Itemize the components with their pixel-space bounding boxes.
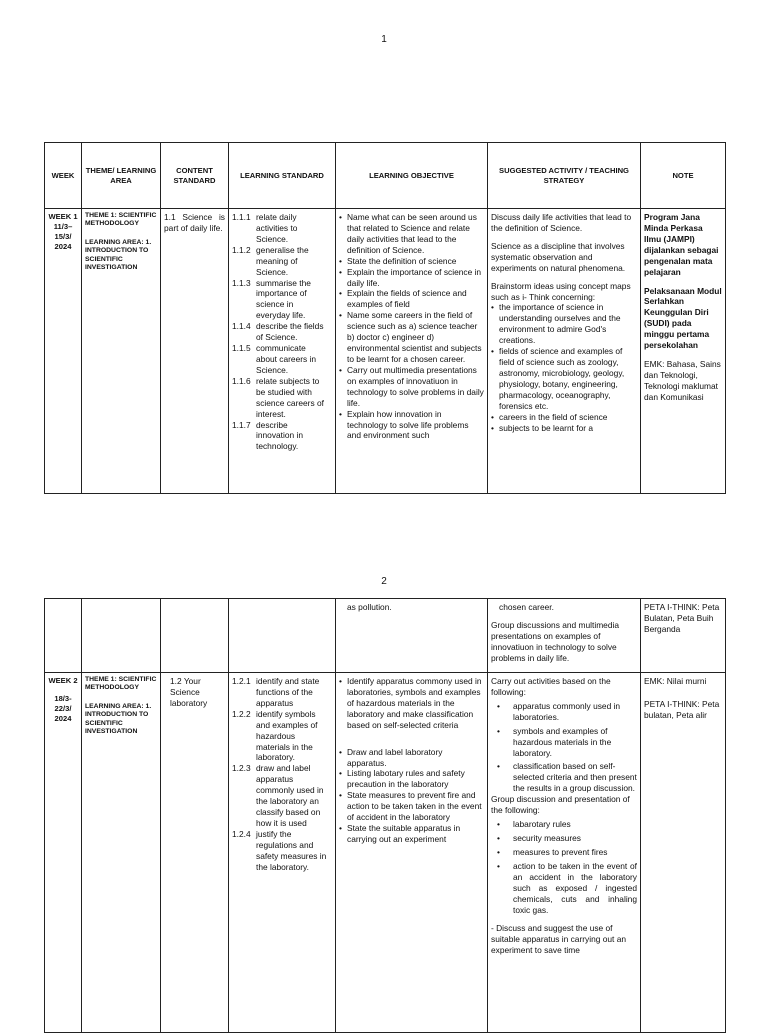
bullet-icon: • xyxy=(339,255,342,266)
lesson-plan-table-page-1 xyxy=(44,142,726,494)
ls-text: describe innovation in technology. xyxy=(256,419,304,452)
activity-text: fields of science and examples of field of science such as zoology, astronomy, microbiology, geology, physiology, botany, engineering, pharmacology, oceanography, forensics etc. xyxy=(499,346,625,411)
note-cell xyxy=(641,599,726,673)
ls-text: summarise the importance of science in everyday life. xyxy=(256,277,311,321)
week-label: WEEK 1 xyxy=(48,212,78,221)
list-item xyxy=(339,676,484,731)
list-item xyxy=(339,790,484,823)
ls-text: draw and label apparatus commonly used in the laboratory an classify based on how it is used xyxy=(256,763,324,828)
bullet-icon: • xyxy=(339,746,342,757)
bullet-icon: • xyxy=(497,761,500,772)
activity-text: classification based on self-selected criteria and then present the results in a group discussion. xyxy=(513,761,637,794)
activity-text: apparatus commonly used in laboratories. xyxy=(513,700,621,722)
lo-text: Identify apparatus commony used in laboratories, symbols and examples of hazardous materials in the laboratory and make classification based on self-selected criteria xyxy=(347,676,482,730)
bullet-icon: • xyxy=(491,302,494,313)
header-learning-objective: LEARNING OBJECTIVE xyxy=(336,143,488,209)
content-standard-cell xyxy=(161,209,229,494)
ls-number: 1.2.4 xyxy=(232,828,251,839)
ls-number: 1.2.1 xyxy=(232,676,251,686)
suggested-activity-cell xyxy=(488,599,641,673)
week-cell xyxy=(45,599,82,673)
lo-text: Carry out multimedia presentations on examples of innovatiuon in technology to solve problems in daily life. xyxy=(347,364,484,408)
list-item xyxy=(232,709,332,764)
content-standard: 1.2 Your Science laboratory xyxy=(170,676,208,708)
page-number: 1 xyxy=(381,34,387,45)
bullet-icon: • xyxy=(497,819,500,830)
list-item xyxy=(339,768,484,790)
activity-paragraph: Discuss daily life activities that lead to the definition of Science. xyxy=(491,212,632,233)
bullet-icon: • xyxy=(339,310,342,321)
learning-standard-cell xyxy=(229,599,336,673)
list-item xyxy=(339,409,484,442)
bullet-icon: • xyxy=(491,422,494,433)
lesson-plan-table-page-2 xyxy=(44,598,726,1033)
suggested-activity-cell xyxy=(488,673,641,1033)
bullet-icon: • xyxy=(497,860,500,871)
theme-cell xyxy=(82,209,161,494)
ls-number: 1.2.2 xyxy=(232,708,251,719)
bullet-icon: • xyxy=(339,768,342,779)
lo-text: Name some careers in the field of science such as a) science teacher b) doctor c) engineer d) environmental scientist and subjects to be learnt for a chosen career. xyxy=(347,310,482,364)
activity-paragraph: chosen career. xyxy=(499,602,554,612)
ls-text: identify and state functions of the apparatus xyxy=(256,676,320,708)
ls-number: 1.1.7 xyxy=(232,419,251,430)
ls-text: relate subjects to be studied with science careers of interest. xyxy=(256,375,324,419)
ls-number: 1.2.3 xyxy=(232,763,251,774)
note-program: Program Jana Minda Perkasa Ilmu (JAMPI) dijalankan sebagai pengenalan mata pelajaran xyxy=(644,212,719,277)
theme-title: THEME 1: SCIENTIFIC METHODOLOGY xyxy=(85,676,157,692)
ls-number: 1.1.6 xyxy=(232,375,251,386)
bullet-icon: • xyxy=(497,700,500,711)
list-item xyxy=(232,376,332,420)
list-item xyxy=(339,747,484,769)
list-item xyxy=(339,365,484,409)
lo-text: Draw and label laboratory apparatus. xyxy=(347,746,443,768)
suggested-activity-cell xyxy=(488,209,641,494)
list-item xyxy=(232,212,332,245)
ls-text: justify the regulations and safety measures in the laboratory. xyxy=(256,828,327,872)
ls-number: 1.1.4 xyxy=(232,321,251,332)
list-item xyxy=(339,288,484,310)
activity-text: action to be taken in the event of an accident in the laboratory such as exposed / ingested chemicals, cuts and inhaling toxic gas. xyxy=(513,860,637,915)
list-item xyxy=(491,412,637,423)
list-item xyxy=(232,245,332,278)
ls-number: 1.1.2 xyxy=(232,244,251,255)
lo-text: State the definition of science xyxy=(347,255,457,266)
content-standard-cell xyxy=(161,673,229,1033)
list-item xyxy=(339,256,484,267)
header-row xyxy=(45,143,726,209)
header-suggested-activity: SUGGESTED ACTIVITY / TEACHING STRATEGY xyxy=(488,143,641,209)
lo-text: Explain how innovation in technology to solve life problems and environment such xyxy=(347,408,469,441)
bullet-icon: • xyxy=(339,676,342,686)
note-emk: EMK: Nilai murni xyxy=(644,676,707,686)
list-item xyxy=(232,278,332,322)
learning-standard-cell xyxy=(229,673,336,1033)
list-item xyxy=(232,343,332,376)
list-item xyxy=(339,267,484,289)
header-content-standard: CONTENT STANDARD xyxy=(161,143,229,209)
activity-text: the importance of science in understanding ourselves and the environment to admire God's creations. xyxy=(499,302,621,346)
activity-paragraph: Group discussion and presentation of the following: xyxy=(491,794,630,816)
list-item xyxy=(232,420,332,453)
bullet-icon: • xyxy=(339,823,342,834)
table-row xyxy=(45,209,726,494)
ls-text: identify symbols and examples of hazardous materials in the laboratory. xyxy=(256,708,318,763)
list-item xyxy=(491,761,637,794)
bullet-icon: • xyxy=(497,846,500,857)
list-item xyxy=(491,346,637,412)
lo-text: Listing labotary rules and safety precaution in the laboratory xyxy=(347,768,465,790)
activity-paragraph: Group discussions and multimedia presentations on examples of innovatiuon in technology to solve problems in daily life. xyxy=(491,619,620,663)
list-item xyxy=(232,321,332,343)
ls-text: relate daily activities to Science. xyxy=(256,212,298,244)
note-cell xyxy=(641,209,726,494)
ls-number: 1.1.3 xyxy=(232,277,251,288)
note-module: Pelaksanaan Modul Serlahkan Keunggulan Diri (SUDI) pada minggu pertama persekolahan xyxy=(644,285,722,351)
list-item xyxy=(491,861,637,916)
page-number: 2 xyxy=(381,576,387,587)
week-dates: 18/3- 22/3/ 2024 xyxy=(54,693,72,723)
learning-objective-cell xyxy=(336,673,488,1033)
lo-text: Explain the importance of science in daily life. xyxy=(347,266,482,288)
activity-text: security measures xyxy=(513,832,581,843)
table-row xyxy=(45,599,726,673)
learning-objective-cell xyxy=(336,209,488,494)
spacer xyxy=(339,731,484,747)
list-item xyxy=(232,763,332,829)
week-dates: 11/3– 15/3/ 2024 xyxy=(53,221,73,251)
week-cell xyxy=(45,673,82,1033)
ls-number: 1.1.1 xyxy=(232,212,251,222)
activity-paragraph: Science as a discipline that involves systematic observation and experiments on natural phenomena. xyxy=(491,240,626,273)
bullet-icon: • xyxy=(339,364,342,375)
bullet-icon: • xyxy=(491,411,494,422)
bullet-icon: • xyxy=(339,266,342,277)
header-week: WEEK xyxy=(45,143,82,209)
lo-continued: as pollution. xyxy=(347,602,392,612)
lo-text: Explain the fields of science and examples of field xyxy=(347,288,467,310)
header-note: NOTE xyxy=(641,143,726,209)
list-item xyxy=(232,676,332,709)
bullet-icon: • xyxy=(339,212,342,222)
theme-title: THEME 1: SCIENTIFIC METHODOLOGY xyxy=(85,212,157,228)
list-item xyxy=(491,726,637,759)
theme-cell xyxy=(82,599,161,673)
list-item xyxy=(491,302,637,346)
note-cell xyxy=(641,673,726,1033)
activity-text: careers in the field of science xyxy=(499,411,608,422)
content-standard: 1.1 Science is part of daily life. xyxy=(164,212,225,233)
list-item xyxy=(491,847,637,858)
content-standard-cell xyxy=(161,599,229,673)
list-item xyxy=(339,310,484,365)
list-item xyxy=(339,212,484,256)
activity-text: labarotary rules xyxy=(513,819,571,830)
ls-text: describe the fields of Science. xyxy=(256,321,324,343)
list-item xyxy=(491,423,637,434)
activity-paragraph: - Discuss and suggest the use of suitable apparatus in carrying out an experiment to save time xyxy=(491,923,627,956)
lo-text: State measures to prevent fire and action to be taken taken in the event of accident in the laboratory xyxy=(347,790,482,823)
learning-area: LEARNING AREA: 1. INTRODUCTION TO SCIENTIFIC INVESTIGATION xyxy=(85,702,152,736)
note-peta: PETA I-THINK: Peta Bulatan, Peta Buih Berganda xyxy=(644,602,720,634)
lo-text: State the suitable apparatus in carrying out an experiment xyxy=(347,823,461,844)
header-theme: THEME/ LEARNING AREA xyxy=(82,143,161,209)
note-peta: PETA I-THINK: Peta bulatan, Peta alir xyxy=(644,698,720,720)
list-item xyxy=(491,701,637,723)
list-item xyxy=(491,833,637,844)
bullet-icon: • xyxy=(339,288,342,299)
week-label: WEEK 2 xyxy=(48,676,78,685)
bullet-icon: • xyxy=(497,725,500,736)
note-emk: EMK: Bahasa, Sains dan Teknologi, Teknologi maklumat dan Komunikasi xyxy=(644,359,721,402)
list-item xyxy=(232,829,332,873)
ls-number: 1.1.5 xyxy=(232,343,251,354)
lo-text: Name what can be seen around us that related to Science and relate daily activities that lead to the definition of Science. xyxy=(347,212,477,255)
activity-text: symbols and examples of hazardous materials in the laboratory. xyxy=(513,725,612,758)
list-item xyxy=(491,819,637,830)
list-item xyxy=(339,823,484,845)
week-cell xyxy=(45,209,82,494)
activity-text: measures to prevent fires xyxy=(513,846,608,857)
ls-text: generalise the meaning of Science. xyxy=(256,244,309,277)
activity-paragraph: Brainstorm ideas using concept maps such as i- Think concerning: xyxy=(491,280,631,302)
activity-text: subjects to be learnt for a xyxy=(499,422,594,433)
bullet-icon: • xyxy=(497,832,500,843)
learning-objective-cell xyxy=(336,599,488,673)
learning-area: LEARNING AREA: 1. INTRODUCTION TO SCIENTIFIC INVESTIGATION xyxy=(85,238,152,272)
ls-text: communicate about careers in Science. xyxy=(256,343,317,375)
learning-standard-cell xyxy=(229,209,336,494)
header-learning-standard: LEARNING STANDARD xyxy=(229,143,336,209)
bullet-icon: • xyxy=(339,408,342,419)
bullet-icon: • xyxy=(339,790,342,801)
table-row xyxy=(45,673,726,1033)
activity-paragraph: Carry out activities based on the following: xyxy=(491,676,611,697)
bullet-icon: • xyxy=(491,346,494,357)
theme-cell xyxy=(82,673,161,1033)
